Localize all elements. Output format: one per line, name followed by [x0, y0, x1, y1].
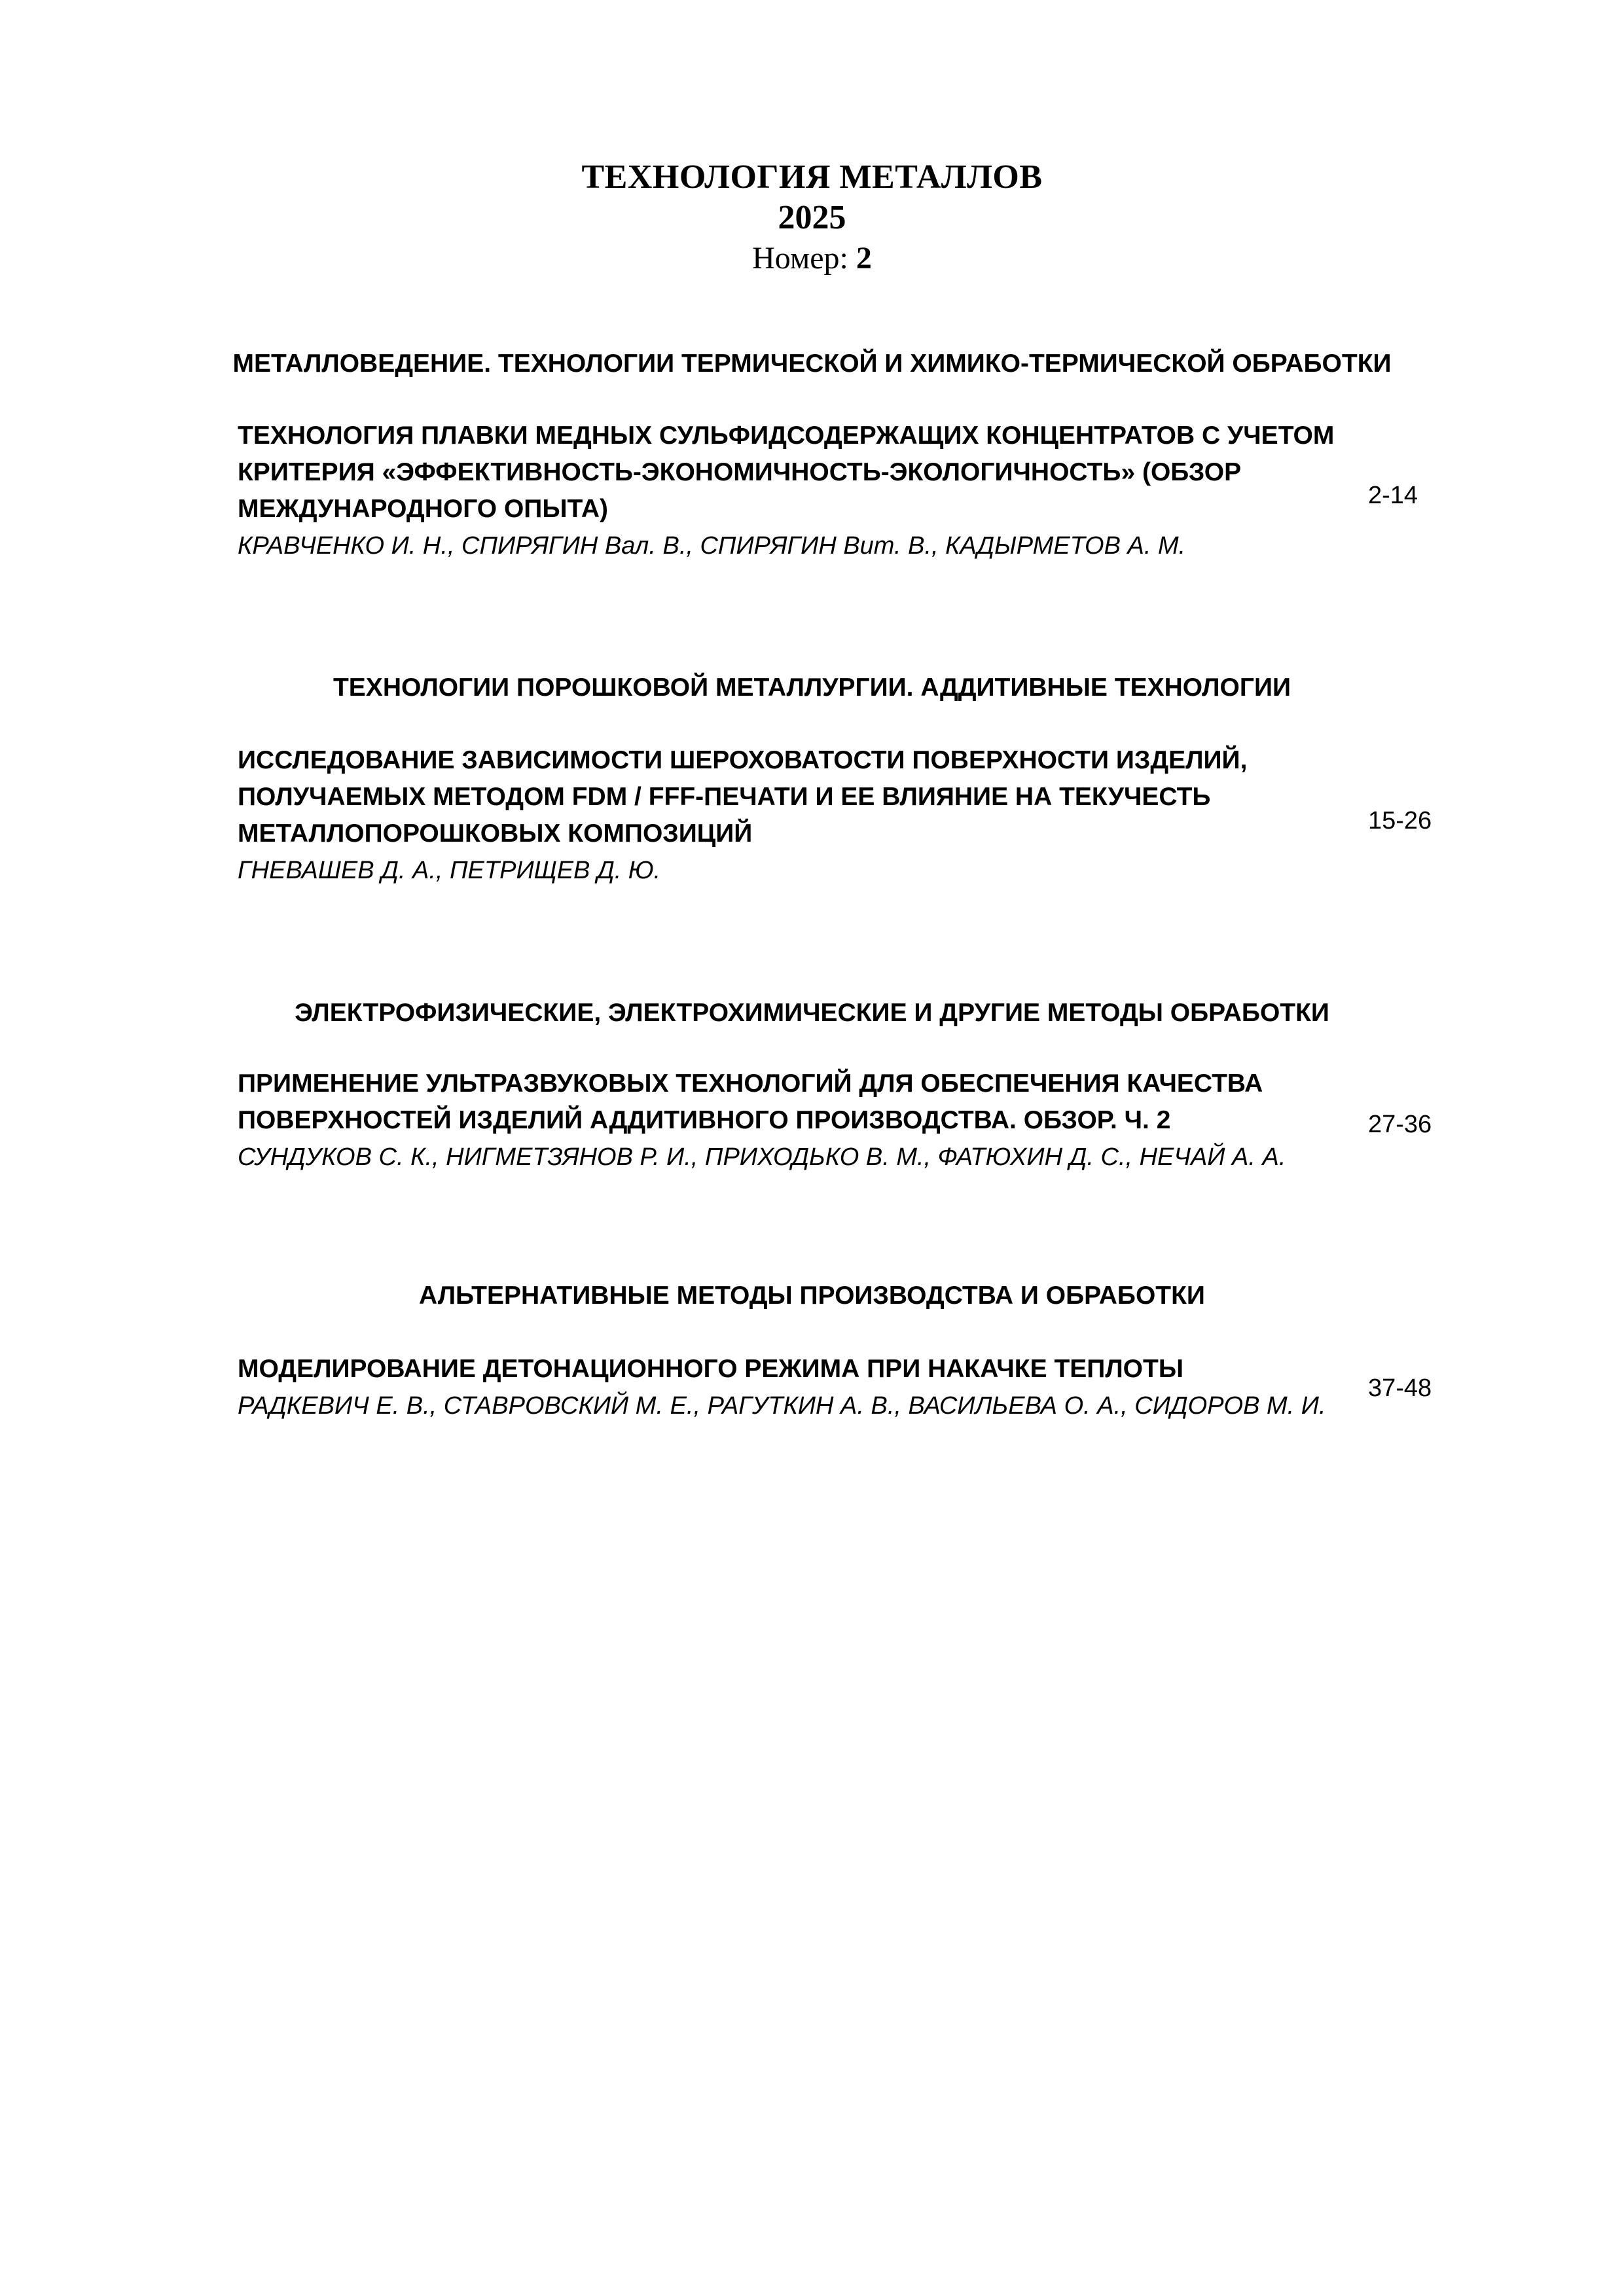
article-pages: 27-36 [1368, 1111, 1432, 1138]
article-authors: КРАВЧЕНКО И. Н., СПИРЯГИН Вал. В., СПИРЯГИН Вит. В., КАДЫРМЕТОВ А. М. [238, 532, 1186, 560]
article-authors: ГНЕВАШЕВ Д. А., ПЕТРИЩЕВ Д. Ю. [238, 857, 661, 884]
article-title-line: МЕТАЛЛОПОРОШКОВЫХ КОМПОЗИЦИЙ [238, 819, 753, 848]
article-authors: СУНДУКОВ С. К., НИГМЕТЗЯНОВ Р. И., ПРИХОДЬКО В. М., ФАТЮХИН Д. С., НЕЧАЙ А. А. [238, 1143, 1286, 1171]
article-pages: 2-14 [1368, 482, 1418, 509]
article-entry[interactable] [238, 742, 1383, 889]
article-title[interactable] [238, 1066, 1383, 1139]
article-title-line: ИССЛЕДОВАНИЕ ЗАВИСИМОСТИ ШЕРОХОВАТОСТИ ПОВЕРХНОСТИ ИЗДЕЛИЙ, [238, 746, 1248, 774]
issue-number: 2 [856, 241, 872, 276]
article-pages: 37-48 [1368, 1374, 1432, 1402]
article-title-line: МОДЕЛИРОВАНИЕ ДЕТОНАЦИОННОГО РЕЖИМА ПРИ НАКАЧКЕ ТЕПЛОТЫ [238, 1355, 1184, 1383]
article-pages: 15-26 [1368, 807, 1432, 834]
article-title[interactable] [238, 418, 1383, 528]
section-heading-electrophysical: ЭЛЕКТРОФИЗИЧЕСКИЕ, ЭЛЕКТРОХИМИЧЕСКИЕ И ДРУГИЕ МЕТОДЫ ОБРАБОТКИ [295, 999, 1329, 1027]
article-title-line: ПОЛУЧАЕМЫХ МЕТОДОМ FDM / FFF-ПЕЧАТИ И ЕЕ ВЛИЯНИЕ НА ТЕКУЧЕСТЬ [238, 783, 1211, 811]
journal-year: 2025 [778, 199, 846, 236]
journal-title: ТЕХНОЛОГИЯ МЕТАЛЛОВ [581, 158, 1043, 196]
section-heading-powder-metallurgy: ТЕХНОЛОГИИ ПОРОШКОВОЙ МЕТАЛЛУРГИИ. АДДИТИВНЫЕ ТЕХНОЛОГИИ [333, 673, 1291, 702]
article-title[interactable] [238, 742, 1383, 852]
journal-header [0, 157, 1624, 279]
article-entry[interactable] [238, 1066, 1383, 1175]
section-heading-alternative-methods: АЛЬТЕРНАТИВНЫЕ МЕТОДЫ ПРОИЗВОДСТВА И ОБРАБОТКИ [419, 1282, 1205, 1310]
section-heading-metallurgy: МЕТАЛЛОВЕДЕНИЕ. ТЕХНОЛОГИИ ТЕРМИЧЕСКОЙ И ХИМИКО-ТЕРМИЧЕСКОЙ ОБРАБОТКИ [232, 350, 1392, 378]
article-authors: РАДКЕВИЧ Е. В., СТАВРОВСКИЙ М. Е., РАГУТКИН А. В., ВАСИЛЬЕВА О. А., СИДОРОВ М. И. [238, 1392, 1326, 1420]
article-entry[interactable] [238, 418, 1383, 564]
article-title-line: ПОВЕРХНОСТЕЙ ИЗДЕЛИЙ АДДИТИВНОГО ПРОИЗВОДСТВА. ОБЗОР. Ч. 2 [238, 1106, 1171, 1134]
article-title-line: МЕЖДУНАРОДНОГО ОПЫТА) [238, 495, 609, 523]
article-title-line: ТЕХНОЛОГИЯ ПЛАВКИ МЕДНЫХ СУЛЬФИДСОДЕРЖАЩИХ КОНЦЕНТРАТОВ С УЧЕТОМ [238, 422, 1335, 450]
article-entry[interactable] [238, 1351, 1383, 1424]
article-title-line: КРИТЕРИЯ «ЭФФЕКТИВНОСТЬ-ЭКОНОМИЧНОСТЬ-ЭКОЛОГИЧНОСТЬ» (ОБЗОР [238, 458, 1242, 486]
journal-issue [0, 238, 1624, 279]
issue-label: Номер: [752, 241, 848, 276]
article-title[interactable] [238, 1351, 1383, 1388]
article-title-line: ПРИМЕНЕНИЕ УЛЬТРАЗВУКОВЫХ ТЕХНОЛОГИЙ ДЛЯ ОБЕСПЕЧЕНИЯ КАЧЕСТВА [238, 1069, 1263, 1098]
